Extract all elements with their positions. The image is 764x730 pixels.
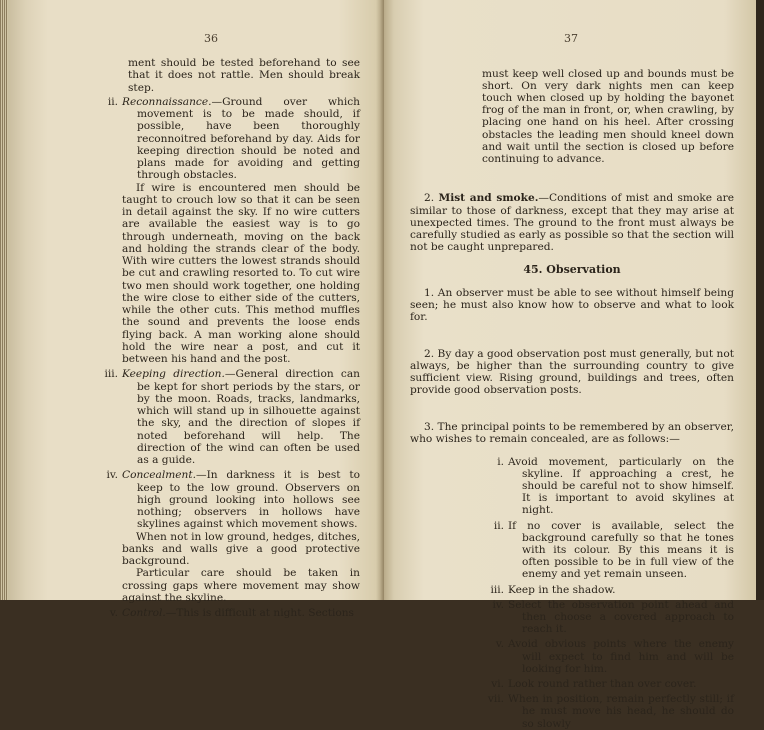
section-heading: 45. Observation: [523, 263, 621, 277]
item-text: When in position, remain perfectly still; if he must move his head, he should do so slowly: [508, 693, 734, 730]
paragraph: When not in low ground, hedges, ditches, banks and walls give a good protective background.: [122, 530, 360, 567]
item-number: iv.: [106, 469, 118, 482]
section-number: 2.: [424, 192, 435, 205]
paragraph: 1. An observer must be able to see without himself being seen; he must also know how to observe and what to look for.: [410, 286, 734, 324]
paragraph: ment should be tested beforehand to see that it does not rattle. Men should break step.: [128, 57, 360, 94]
item-title: Concealment.: [122, 469, 196, 482]
page-number: 36: [204, 32, 218, 45]
item-number: v.: [495, 638, 504, 651]
item-number: vi.: [491, 678, 504, 691]
list-item: [90, 469, 360, 604]
list-item: [90, 607, 360, 619]
page-number: 37: [564, 32, 578, 45]
item-number: vii.: [487, 693, 504, 706]
list-item: [410, 520, 734, 581]
paragraph: If wire is encountered men should be taught to crouch low so that it can be seen in detail against the sky. If no wire cutters are available the easiest way is to go through underneath, moving on the back and holding the strands clear of the body. With wire cutters the lowest strands should be cut and crawling resorted to. To cut wire two men should work together, one holding the wire close to either side of the cutters, while the other cuts. This method muffles the sound and prevents the loose ends flying back. A man working alone should hold the wire near a post, and cut it between his hand and the post.: [122, 181, 360, 365]
item-number: iv.: [492, 598, 504, 611]
left-page: [8, 0, 384, 619]
list-item: [90, 368, 360, 466]
item-number: v.: [109, 607, 118, 619]
item-text: —General direction can be kept for short periods by the stars, or by the moon. Roads, tracks, landmarks, which will stand up in silhouette against the sky, and the direction of slopes if noted beforehand will help. The direction of the wind can often be used as a guide.: [137, 368, 360, 466]
item-number: ii.: [107, 95, 118, 108]
item-text: Look round rather than over cover.: [508, 678, 697, 691]
list-item: [410, 678, 734, 690]
item-text: Keep in the shadow.: [508, 583, 616, 596]
observation-list: [410, 456, 734, 730]
section-title: Mist and smoke.: [438, 192, 539, 205]
item-title: Keeping direction.: [122, 368, 225, 381]
paragraph: 2. By day a good observation post must generally, but not always, be higher than the surrounding country to give sufficient view. Rising ground, buildings and trees, often provide good observation posts.: [410, 347, 734, 397]
paragraph: Particular care should be taken in crossing gaps where movement may show against the skyline.: [122, 567, 360, 604]
item-title: Control.: [122, 607, 166, 619]
item-number: iii.: [104, 368, 118, 381]
right-page: [384, 0, 756, 730]
paragraph: must keep well closed up and bounds must be short. On very dark nights men can keep touch when closed up by holding the bayonet frog of the man in front, or, when crawling, by placing one hand on his heel. After crossing obstacles the leading men should kneel down and wait until the section is closed up before continuing to advance.: [482, 67, 734, 166]
right-page-body: [410, 57, 734, 730]
list-item: [410, 599, 734, 636]
item-text: If no cover is available, select the background carefully so that he tones with its colour. By this means it is often possible to be in full view of the enemy and yet remain unseen.: [508, 519, 734, 581]
page-edges: [0, 0, 8, 600]
item-number: ii.: [493, 519, 504, 532]
item-text: Select the observation point ahead and then choose a covered approach to reach it.: [508, 598, 734, 636]
section-text: —Conditions of mist and smoke are similar to those of darkness, except that they may arise at unexpected times. The ground to the front must always be carefully studied as early as possible so that the section will not be caught unprepared.: [410, 192, 735, 254]
item-text: —Ground over which movement is to be made should, if possible, have been thoroughly reconnoitred beforehand by day. Aids for keeping direction should be noted and plans made for avoiding and getting through obstacles.: [137, 95, 360, 182]
list-item: [410, 638, 734, 675]
item-text: —This is difficult at night. Sections: [165, 607, 354, 619]
item-number: i.: [497, 455, 504, 468]
item-text: Avoid movement, particularly on the skyline. If approaching a crest, he should be careful not to show himself. It is important to avoid skylines at night.: [508, 455, 734, 517]
paragraph: [410, 192, 734, 253]
left-page-body: [90, 57, 360, 619]
item-text: Avoid obvious points where the enemy will expect to find him and will be looking for him.: [508, 638, 734, 675]
list-item: [410, 693, 734, 730]
item-title: Reconnaissance.: [122, 95, 212, 108]
list-item: [410, 584, 734, 596]
item-text: —In darkness it is best to keep to the low ground. Observers on high ground looking into hollows see nothing; observers in hollows have skylines against which movement shows.: [137, 469, 360, 531]
item-number: iii.: [490, 583, 504, 596]
list-item: [90, 96, 360, 366]
list-item: [410, 456, 734, 517]
paragraph: 3. The principal points to be remembered by an observer, who wishes to remain concealed, are as follows:—: [410, 420, 734, 445]
